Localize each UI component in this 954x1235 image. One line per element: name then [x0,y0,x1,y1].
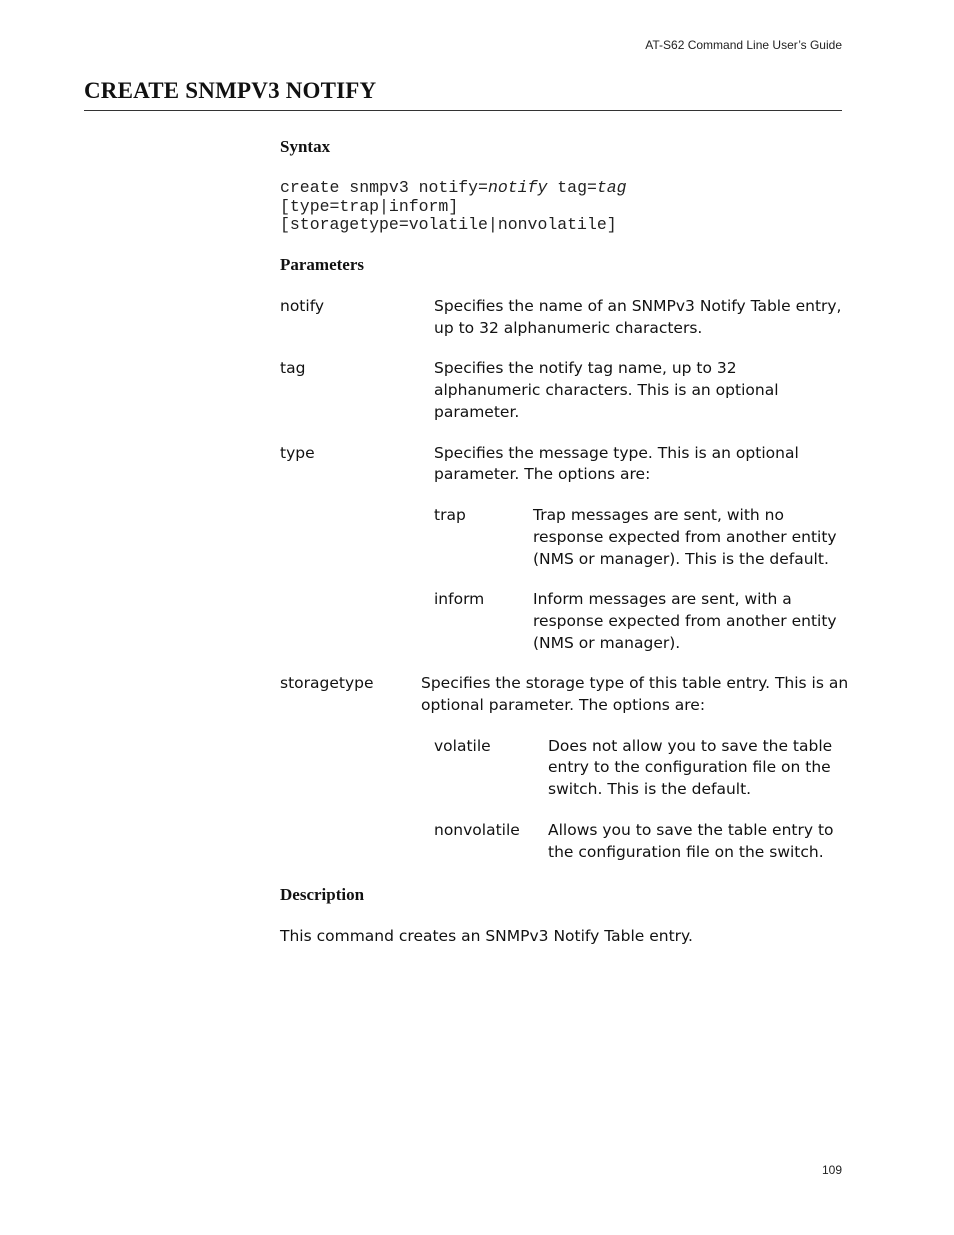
option-trap-name: trap [434,506,466,524]
option-nonvolatile-desc-2: the configuration file on the switch. [548,843,824,861]
syntax-arg-tag: tag [596,178,627,197]
option-trap-desc-3: (NMS or manager). This is the default. [533,550,829,568]
option-trap-desc-1: Trap messages are sent, with no [533,506,784,524]
description-heading: Description [280,885,365,904]
param-notify-desc-1: Specifies the name of an SNMPv3 Notify Table entry, [434,297,842,315]
option-volatile-name: volatile [434,737,491,755]
param-notify-desc-2: up to 32 alphanumeric characters. [434,319,703,337]
syntax-heading: Syntax [280,137,331,156]
param-notify-name: notify [280,297,325,315]
param-tag-name: tag [280,359,306,377]
syntax-command: create snmpv3 notify= [280,178,488,197]
option-inform-desc-3: (NMS or manager). [533,634,681,652]
parameters-heading: Parameters [280,255,365,274]
syntax-code-block [280,179,627,235]
title-rule [84,110,842,111]
option-inform-desc-1: Inform messages are sent, with a [533,590,792,608]
param-storagetype-name: storagetype [280,674,374,692]
option-trap-desc-2: response expected from another entity [533,528,837,546]
param-tag-desc-3: parameter. [434,403,520,421]
syntax-arg-notify: notify [487,178,548,197]
page-title: CREATE SNMPV3 NOTIFY [84,78,377,103]
param-tag-desc-2: alphanumeric characters. This is an optional [434,381,779,399]
option-nonvolatile-desc-1: Allows you to save the table entry to [548,821,834,839]
description-text: This command creates an SNMPv3 Notify Table entry. [280,927,693,945]
running-header: AT-S62 Command Line User’s Guide [645,38,842,52]
param-type-desc-2: parameter. The options are: [434,465,651,483]
param-type-name: type [280,444,315,462]
param-storagetype-desc-1: Specifies the storage type of this table entry. This is an [421,674,849,692]
param-tag-desc-1: Specifies the notify tag name, up to 32 [434,359,737,377]
param-type-desc-1: Specifies the message type. This is an optional [434,444,799,462]
param-storagetype-desc-2: optional parameter. The options are: [421,696,706,714]
page-number: 109 [821,1163,842,1177]
option-nonvolatile-name: nonvolatile [434,821,520,839]
option-inform-desc-2: response expected from another entity [533,612,837,630]
syntax-type-option: [type=trap|inform] [280,196,459,216]
option-volatile-desc-3: switch. This is the default. [548,780,752,798]
option-volatile-desc-1: Does not allow you to save the table [548,737,833,755]
option-volatile-desc-2: entry to the configuration file on the [548,758,831,776]
option-inform-name: inform [434,590,485,608]
syntax-tag-keyword: tag= [547,178,597,197]
syntax-storagetype-option: [storagetype=volatile|nonvolatile] [280,215,617,234]
